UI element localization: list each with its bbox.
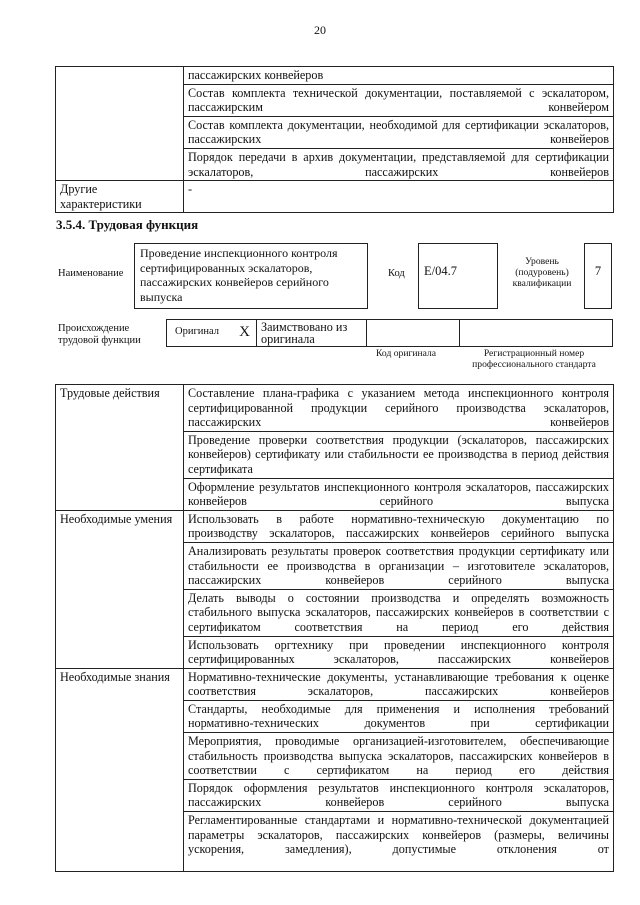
registration-caption: Регистрационный номер профессионального стандарта [472,348,596,370]
other-characteristics-value: - [184,181,614,213]
top-characteristics-table [55,66,614,213]
name-label: Наименование [58,268,124,279]
table-row: Состав комплекта документации, необходимой для сертификации эскалаторов, пассажирских конвейеров [184,116,614,148]
origin-table [166,319,613,347]
registration-number-cell [460,320,613,347]
table-row: Порядок передачи в архив документации, представляемой для сертификации эскалаторов, пассажирских конвейеров [184,148,614,180]
table-row: Порядок оформления результатов инспекционного контроля эскалаторов, пассажирских конвейеров серийного выпуска [184,779,614,811]
group-label: Необходимые знания [56,668,184,871]
table-row: Оформление результатов инспекционного контроля эскалаторов, пассажирских конвейеров серийного выпуска [184,478,614,510]
table-row: Нормативно-технические документы, устанавливающие требования к оценке соответствия эскалаторов, пассажирских конвейеров [184,668,614,700]
original-cell [167,320,257,347]
borrowed-label: Заимствовано из оригинала [257,320,367,347]
group-label: Трудовые действия [56,385,184,511]
original-code-cell [367,320,460,347]
table-row: Проведение проверки соответствия продукции (эскалаторов, пассажирских конвейеров) сертификату или стабильности ее производства в период действия сертификата [184,431,614,478]
table-row: Использовать в работе нормативно-техническую документацию по производству эскалаторов, пассажирских конвейеров серийного выпуска [184,510,614,542]
original-label: Оригинал [175,326,219,338]
table-row: Состав комплекта технической документации, поставляемой с эскалатором, пассажирским конвейером [184,84,614,116]
original-mark: X [239,324,250,340]
empty-label-cell [56,67,184,181]
group-label: Необходимые умения [56,510,184,668]
table-row: пассажирских конвейеров [184,67,614,85]
page-number: 20 [314,23,326,37]
level-label: Уровень (подуровень) квалификации [512,256,572,289]
code-label: Код [388,268,405,279]
level-box: 7 [584,243,612,309]
code-box: E/04.7 [418,243,498,309]
other-characteristics-label: Другие характеристики [56,181,184,213]
table-row: Мероприятия, проводимые организацией-изготовителем, обеспечивающие стабильность производства выпуска эскалаторов, пассажирских конвейеров в соответствии с сертификатом на период его действия [184,733,614,780]
table-row: Составление плана-графика с указанием метода инспекционного контроля сертифицированной продукции серийного производства эскалаторов, пассажирских конвейеров [184,385,614,432]
origin-label: Происхождение трудовой функции [58,323,141,346]
function-name-box: Проведение инспекционного контроля сертифицированных эскалаторов, пассажирских конвейеров серийного выпуска [134,243,368,309]
table-row: Использовать оргтехнику при проведении инспекционного контроля сертифицированных эскалаторов, пассажирских конвейеров [184,636,614,668]
table-row: Делать выводы о состоянии производства и определять возможность стабильного выпуска эскалаторов, пассажирских конвейеров в соответствии с сертификатом соответствия на период его действия [184,589,614,636]
table-row: Стандарты, необходимые для применения и исполнения требований нормативно-технических документов при сертификации [184,700,614,732]
table-row: Регламентированные стандартами и нормативно-технической документацией параметры эскалаторов, пассажирских конвейеров (размеры, величины ускорения, замедления), допустимые отклонения от [184,812,614,872]
section-heading: 3.5.4. Трудовая функция [56,217,199,232]
labor-function-table [55,384,614,872]
table-row: Анализировать результаты проверок соответствия продукции сертификату или стабильности ее производства в организации – изготовителе эскалаторов, пассажирских конвейеров серийного выпуска [184,542,614,589]
code-original-caption: Код оригинала [376,348,437,359]
